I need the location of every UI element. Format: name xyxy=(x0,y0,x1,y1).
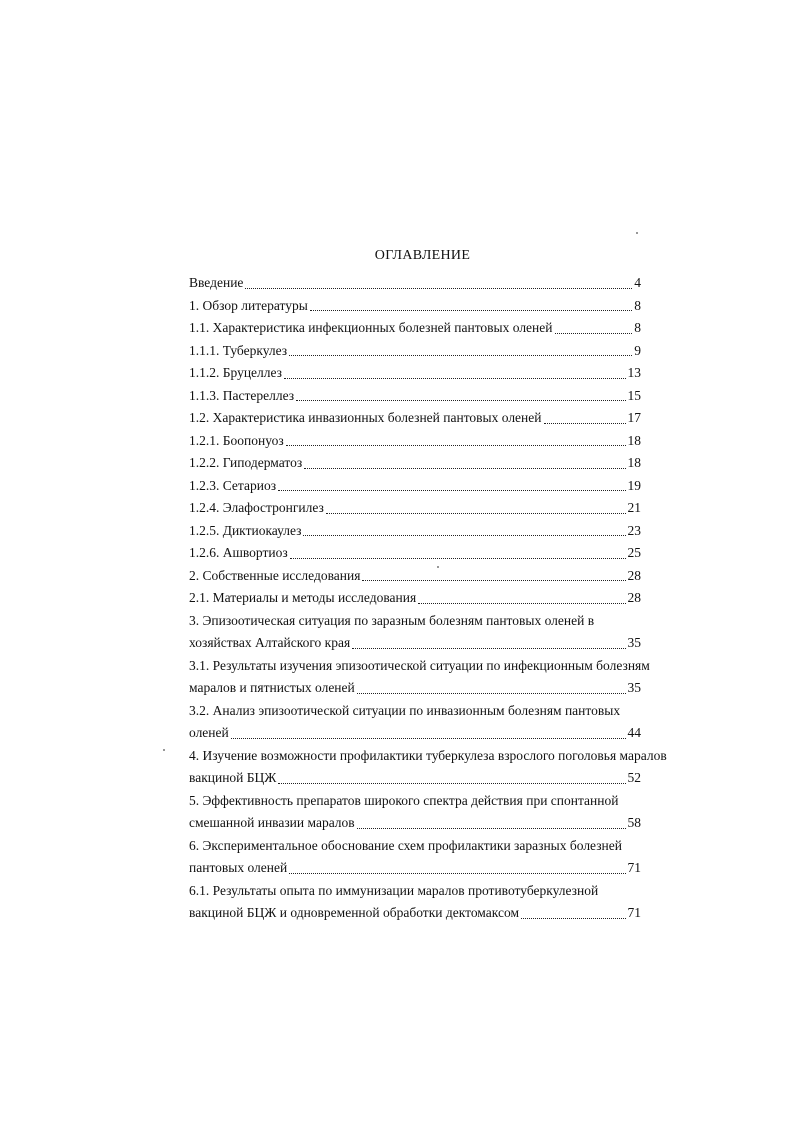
leader-dots xyxy=(284,378,625,379)
toc-entry-text: 1.2.2. Гиподерматоз xyxy=(189,455,303,470)
toc-entry-text: 1.1.2. Бруцеллез xyxy=(189,365,283,380)
toc-entry-text: Введение xyxy=(189,275,244,290)
toc-page-number: 15 xyxy=(627,387,641,403)
toc-entry xyxy=(189,902,641,925)
toc-page-number: 28 xyxy=(627,567,641,583)
toc-entry-first-line: 4. Изучение возможности профилактики туберкулеза взрослого поголовья маралов xyxy=(189,747,667,763)
leader-dots xyxy=(362,580,625,581)
toc-entry-first-line: 3.1. Результаты изучения эпизоотической ситуации по инфекционным болезням xyxy=(189,657,650,673)
toc-page-number: 28 xyxy=(627,590,641,605)
toc-entry xyxy=(189,385,641,408)
toc-entry-text: 1.1.3. Пастереллез xyxy=(189,387,295,403)
scan-speck xyxy=(163,749,165,751)
toc-entry xyxy=(189,587,641,610)
toc-entry xyxy=(189,430,641,453)
toc-entry-text: хозяйствах Алтайского края xyxy=(189,635,351,650)
leader-dots xyxy=(278,490,625,491)
leader-dots xyxy=(357,693,626,694)
leader-dots xyxy=(296,400,625,401)
leader-dots xyxy=(418,603,625,604)
leader-dots xyxy=(289,873,625,874)
leader-dots xyxy=(521,918,625,919)
toc-page-number: 19 xyxy=(627,477,641,493)
leader-dots xyxy=(278,783,625,784)
toc-entry xyxy=(189,452,641,475)
toc-entry-text: пантовых оленей xyxy=(189,860,288,875)
leader-dots xyxy=(352,648,625,649)
toc-page-number: 71 xyxy=(627,860,641,875)
toc-entry xyxy=(189,722,641,745)
toc-page-number: 52 xyxy=(627,770,641,785)
leader-dots xyxy=(289,355,632,356)
toc-page-number: 21 xyxy=(627,500,641,515)
toc-entry-text: маралов и пятнистых оленей xyxy=(189,680,355,695)
toc-entry-text: 1.2.1. Боопонуоз xyxy=(189,432,284,448)
leader-dots xyxy=(290,558,626,559)
toc-entry-text: 1.1. Характеристика инфекционных болезней пантовых оленей xyxy=(189,320,553,335)
leader-dots xyxy=(357,828,626,829)
toc-entry-first-line: 5. Эффективность препаратов широкого спектра действия при спонтанной xyxy=(189,792,619,808)
toc-entry-text: 2. Собственные исследования xyxy=(189,567,361,583)
leader-dots xyxy=(304,468,625,469)
toc-entry xyxy=(189,767,641,790)
leader-dots xyxy=(544,423,626,424)
toc-page-number: 71 xyxy=(627,905,641,920)
toc-entry xyxy=(189,340,641,363)
toc-entry-text: вакциной БЦЖ и одновременной обработки дектомаксом xyxy=(189,905,520,920)
toc-entry-text: 1.1.1. Туберкулез xyxy=(189,342,288,358)
toc-page-number: 44 xyxy=(627,725,641,740)
toc-page-number: 17 xyxy=(627,410,641,425)
toc-page-number: 4 xyxy=(634,275,641,290)
toc-page-number: 35 xyxy=(627,680,641,695)
toc-entry-text: 2.1. Материалы и методы исследования xyxy=(189,590,417,605)
toc-entry xyxy=(189,272,641,295)
toc-page-number: 18 xyxy=(627,432,641,448)
leader-dots xyxy=(303,535,625,536)
toc-entry-text: оленей xyxy=(189,725,229,740)
toc-page-number: 25 xyxy=(627,545,641,560)
toc-entry-first-line: 6.1. Результаты опыта по иммунизации маралов противотуберкулезной xyxy=(189,882,599,898)
toc-entry-text: 1. Обзор литературы xyxy=(189,297,308,313)
toc-entry-text: 1.2.6. Ашвортиоз xyxy=(189,545,288,560)
toc-entry xyxy=(189,857,641,880)
toc-page-number: 8 xyxy=(634,297,641,313)
toc-entry-text: 1.2.5. Диктиокаулез xyxy=(189,522,302,538)
toc-entry-text: смешанной инвазии маралов xyxy=(189,815,355,830)
toc-entry xyxy=(189,295,641,318)
leader-dots xyxy=(310,310,632,311)
toc-page-number: 35 xyxy=(627,635,641,650)
toc-page-number: 23 xyxy=(627,522,641,538)
toc-entry xyxy=(189,542,641,565)
toc-entry xyxy=(189,497,641,520)
toc-entry xyxy=(189,475,641,498)
toc-page-number: 58 xyxy=(627,815,641,830)
leader-dots xyxy=(555,333,633,334)
toc-page-number: 9 xyxy=(634,342,641,358)
toc-page-number: 18 xyxy=(627,455,641,470)
leader-dots xyxy=(245,288,632,289)
leader-dots xyxy=(231,738,626,739)
toc-entry-first-line: 3.2. Анализ эпизоотической ситуации по инвазионным болезням пантовых xyxy=(189,702,621,718)
table-of-contents xyxy=(189,272,667,925)
toc-entry-text: 1.2.4. Элафостронгилез xyxy=(189,500,324,515)
toc-page-number: 13 xyxy=(627,365,641,380)
toc-entry-first-line: 6. Экспериментальное обоснование схем профилактики заразных болезней xyxy=(189,837,622,853)
toc-entry xyxy=(189,632,641,655)
toc-entry xyxy=(189,317,641,340)
scan-speck xyxy=(636,232,638,234)
toc-page-number: 8 xyxy=(634,320,641,335)
scan-speck xyxy=(437,566,439,568)
toc-entry xyxy=(189,565,641,588)
toc-title: ОГЛАВЛЕНИЕ xyxy=(374,248,471,263)
toc-entry-first-line: 3. Эпизоотическая ситуация по заразным болезням пантовых оленей в xyxy=(189,612,595,628)
toc-entry-text: 1.2.3. Сетариоз xyxy=(189,477,277,493)
toc-entry xyxy=(189,362,641,385)
toc-entry xyxy=(189,677,641,700)
toc-entry-text: 1.2. Характеристика инвазионных болезней пантовых оленей xyxy=(189,410,542,425)
toc-entry xyxy=(189,520,641,543)
toc-entry xyxy=(189,812,641,835)
leader-dots xyxy=(286,445,626,446)
toc-entry-text: вакциной БЦЖ xyxy=(189,770,277,785)
toc-entry xyxy=(189,407,641,430)
leader-dots xyxy=(326,513,626,514)
